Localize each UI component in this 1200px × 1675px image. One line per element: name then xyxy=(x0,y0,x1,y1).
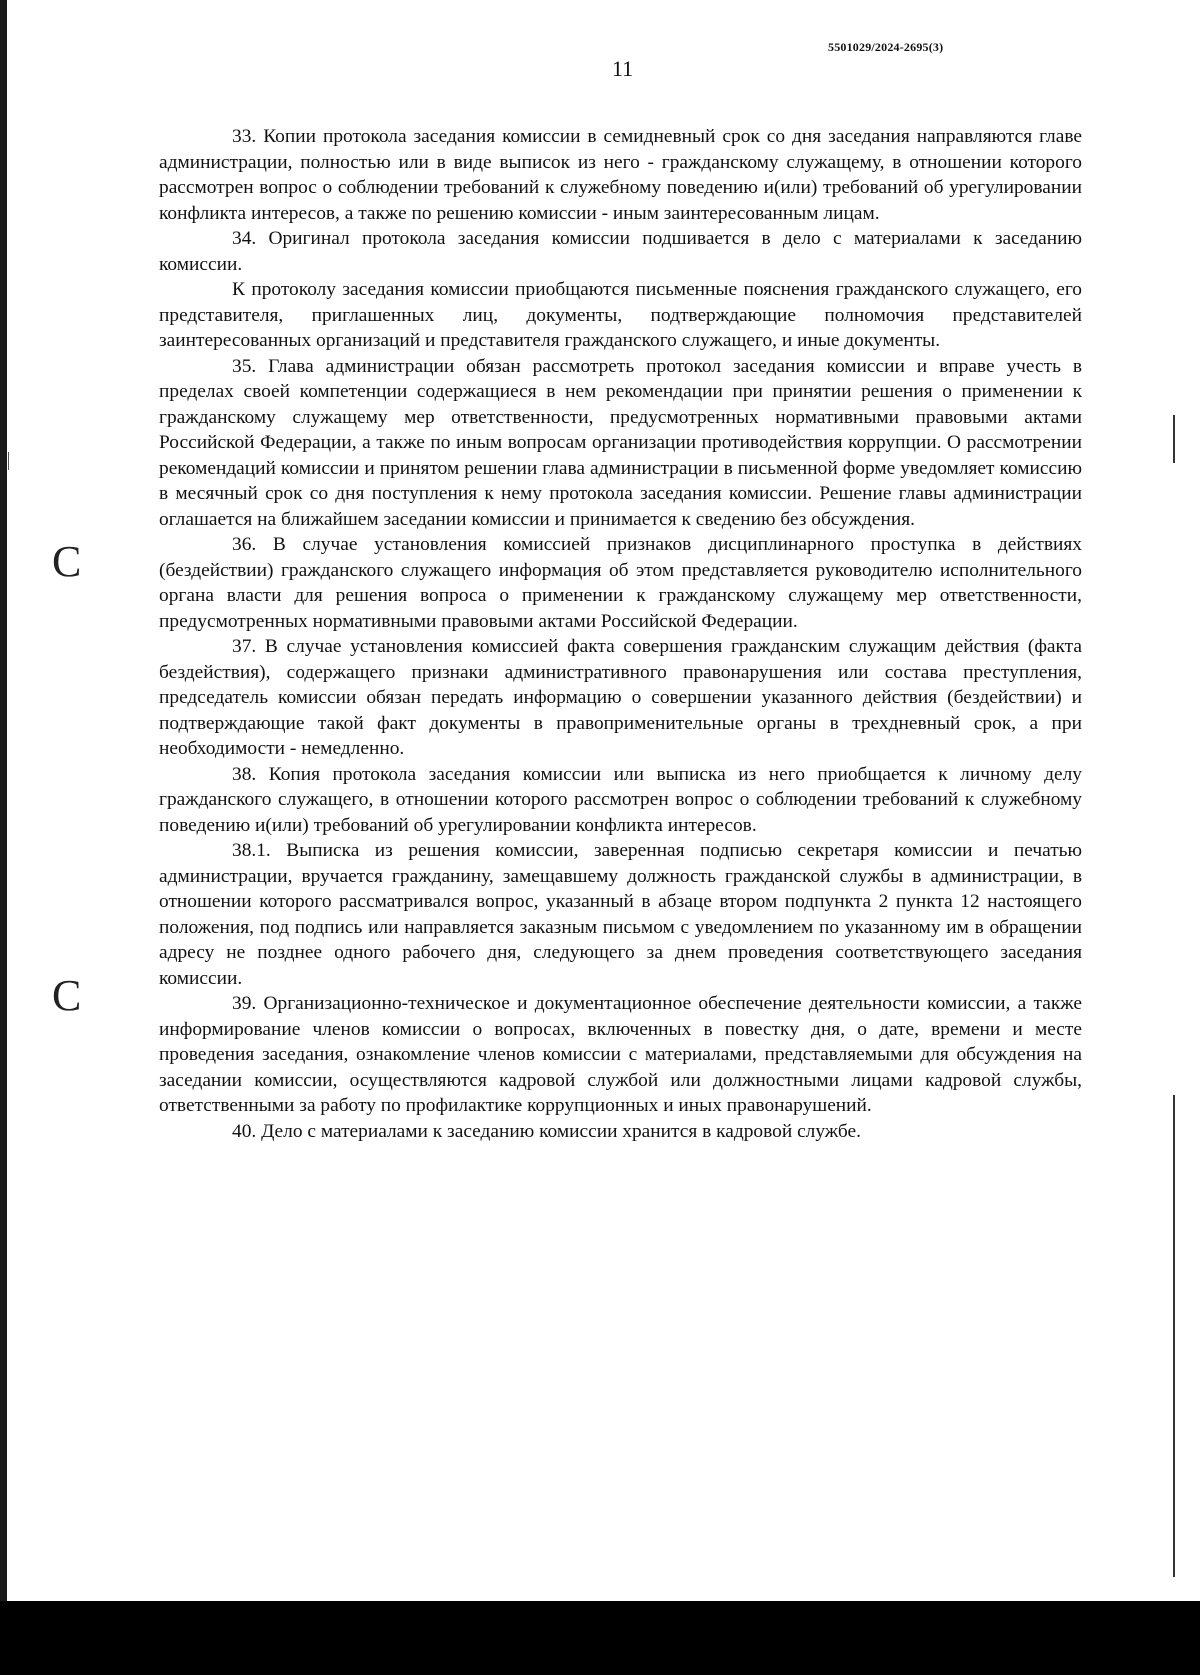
paragraph-35: 35. Глава администрации обязан рассмотреть протокол заседания комиссии и вправе учесть в пределах своей компетенции содержащиеся в нем рекомендации при принятии решения о применении к гражданскому служащему мер ответственности, предусмотренных нормативными правовыми актами Российской Федерации, а также по иным вопросам организации противодействия коррупции. О рассмотрении рекомендаций комиссии и принятом решении глава администрации в письменной форме уведомляет комиссию в месячный срок со дня поступления к нему протокола заседания комиссии. Решение главы администрации оглашается на ближайшем заседании комиссии и принимается к сведению без обсуждения. xyxy=(159,355,1082,530)
paragraph-40: 40. Дело с материалами к заседанию комиссии хранится в кадровой службе. xyxy=(232,1120,861,1142)
document-body xyxy=(159,124,1082,1144)
punch-hole-mark-upper: C xyxy=(52,537,82,586)
paragraph-34: 34. Оригинал протокола заседания комиссии подшивается в дело с материалами к заседанию комиссии. xyxy=(159,228,1082,275)
scan-bottom-bar xyxy=(0,1601,1200,1675)
document-number: 5501029/2024-2695(3) xyxy=(828,40,944,54)
scan-mark-right-upper xyxy=(1173,415,1175,463)
page-number: 11 xyxy=(612,56,634,81)
paragraph-33: 33. Копии протокола заседания комиссии в семидневный срок со дня заседания направляются главе администрации, полностью или в виде выписок из него - гражданскому служащему, в отношении которого рассмотрен вопрос о соблюдении требований к служебному поведению и(или) требований об урегулировании конфликта интересов, а также по решению комиссии - иным заинтересованным лицам. xyxy=(159,126,1082,224)
paragraph-38: 38. Копия протокола заседания комиссии или выписка из него приобщается к личному делу гражданского служащего, в отношении которого рассмотрен вопрос о соблюдении требований к служебному поведению и(или) требований об урегулировании конфликта интересов. xyxy=(159,763,1082,836)
scan-mark-left xyxy=(8,452,9,470)
scan-left-edge xyxy=(0,0,7,1602)
scan-mark-right-lower xyxy=(1173,1095,1175,1577)
paragraph-39: 39. Организационно-техническое и документационное обеспечение деятельности комиссии, а также информирование членов комиссии о вопросах, включенных в повестку дня, о дате, времени и месте проведения заседания, ознакомление членов комиссии с материалами, представляемыми для обсуждения на заседании комиссии, осуществляются кадровой службой или должностными лицами кадровой службы, ответственными за работу по профилактике коррупционных и иных правонарушений. xyxy=(159,993,1082,1116)
punch-hole-mark-lower: C xyxy=(52,971,82,1020)
paragraph-36: 36. В случае установления комиссией признаков дисциплинарного проступка в действиях (бездействии) гражданского служащего информация об этом представляется руководителю исполнительного органа власти для решения вопроса о применении к гражданскому служащему мер ответственности, предусмотренных нормативными правовыми актами Российской Федерации. xyxy=(159,534,1082,632)
paragraph-37: 37. В случае установления комиссией факта совершения гражданским служащим действия (факта бездействия), содержащего признаки административного правонарушения или состава преступления, председатель комиссии обязан передать информацию о совершении указанного действия (бездействии) и подтверждающие такой факт документы в правоприменительные органы в трехдневный срок, а при необходимости - немедленно. xyxy=(159,636,1082,759)
paragraph-34-continued: К протоколу заседания комиссии приобщаются письменные пояснения гражданского служащего, его представителя, приглашенных лиц, документы, подтверждающие полномочия представителей заинтересованных организаций и представителя гражданского служащего, и иные документы. xyxy=(159,279,1082,351)
paragraph-38-1: 38.1. Выписка из решения комиссии, заверенная подписью секретаря комиссии и печатью администрации, вручается гражданину, замещавшему должность гражданской службы в администрации, в отношении которого рассматривался вопрос, указанный в абзаце втором подпункта 2 пункта 12 настоящего положения, под подпись или направляется заказным письмом с уведомлением по указанному им в обращении адресу не позднее одного рабочего дня, следующего за днем проведения соответствующего заседания комиссии. xyxy=(159,840,1082,989)
